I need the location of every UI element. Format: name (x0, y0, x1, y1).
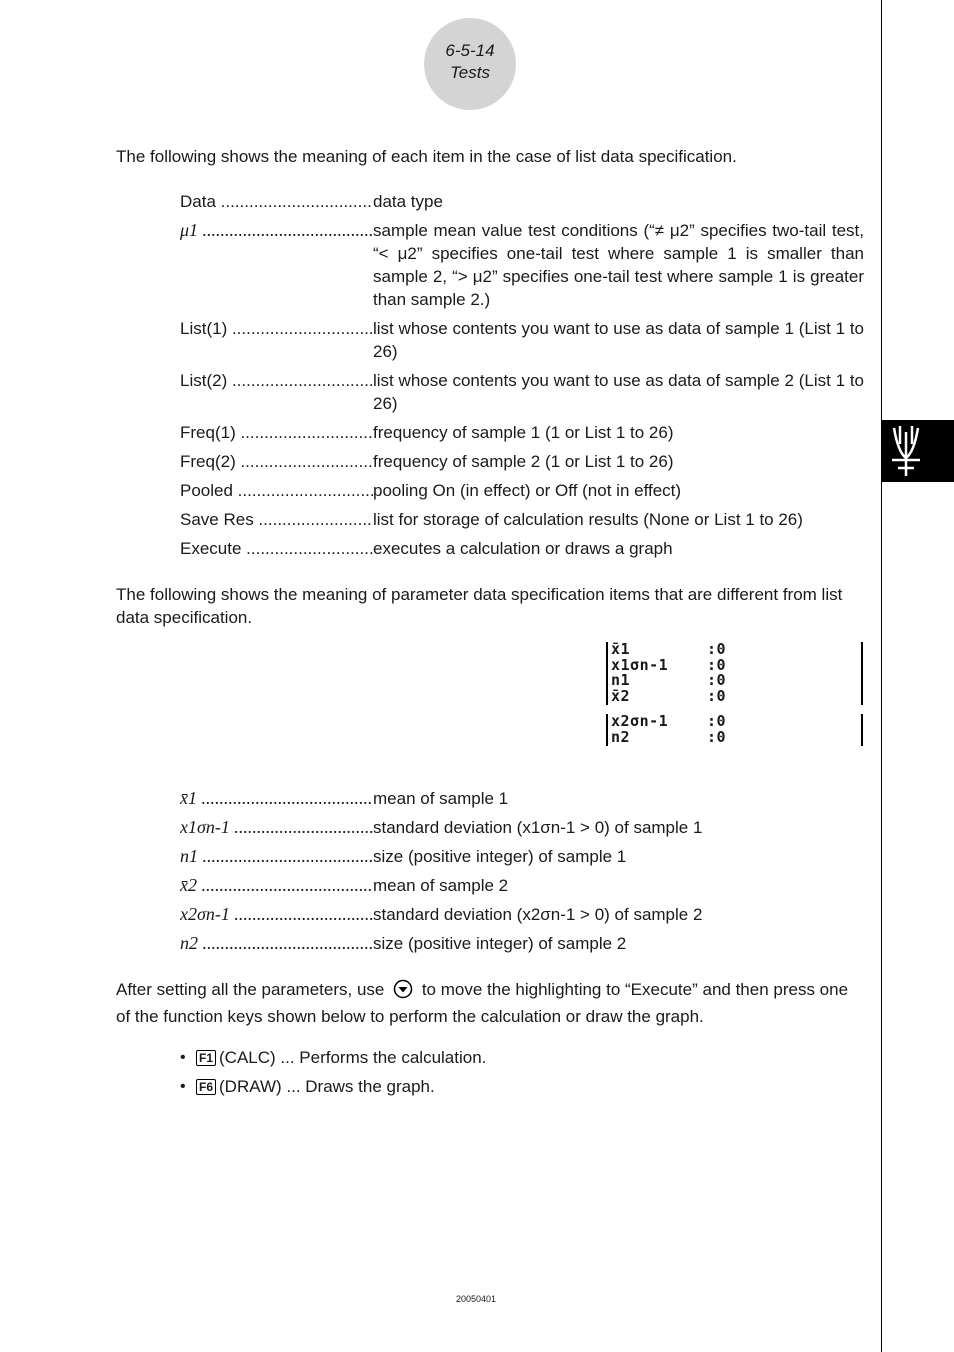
screen-label: x1σn-1 (611, 655, 669, 674)
definition-desc: list for storage of calculation results (None or List 1 to 26) (373, 510, 803, 529)
cursor-down-key-icon (393, 979, 413, 1005)
page-header-badge (424, 18, 516, 110)
page-number: 6-5-14 (445, 41, 495, 60)
definition-row (180, 932, 864, 955)
screen-value: :0 (707, 655, 727, 674)
screen-value: :0 (707, 640, 727, 658)
definition-desc: frequency of sample 1 (1 or List 1 to 26) (373, 423, 674, 442)
screen-value: :0 (707, 712, 727, 730)
definition-term: n2 ..... (180, 932, 373, 955)
definition-row (180, 903, 864, 926)
definition-desc: size (positive integer) of sample 1 (373, 847, 627, 866)
definition-row (180, 421, 864, 444)
definition-term: x̄2 ..... (180, 874, 373, 897)
definition-desc: executes a calculation or draws a graph (373, 539, 673, 558)
screen-right-border (861, 642, 863, 705)
function-key-list (180, 1046, 864, 1104)
definition-desc: frequency of sample 2 (1 or List 1 to 26) (373, 452, 674, 471)
screen-row (608, 686, 747, 705)
screen-right-border (861, 714, 863, 746)
definition-row (180, 219, 864, 311)
bullet-text: (CALC) ... Performs the calculation. (219, 1048, 487, 1067)
definition-row (180, 816, 864, 839)
definition-term: Pooled ..... (180, 479, 373, 502)
screen-block-2 (606, 714, 747, 746)
f6-key-icon: F6 (196, 1079, 216, 1095)
page-edge-rule (881, 0, 882, 1352)
definition-term: x1σn-1 ..... (180, 816, 373, 839)
screen-label: x̄2 (611, 686, 631, 705)
definition-row (180, 787, 864, 810)
definition-desc: standard deviation (x2σn-1 > 0) of sample 2 (373, 905, 703, 924)
definition-term: Data ..... (180, 190, 373, 213)
definition-term: x̄1 ..... (180, 787, 373, 810)
screen-label: x2σn-1 (611, 712, 669, 730)
definition-row (180, 369, 864, 415)
definition-desc: list whose contents you want to use as data of sample 2 (List 1 to 26) (373, 371, 864, 413)
definition-row (180, 479, 864, 502)
definition-desc: mean of sample 2 (373, 876, 509, 895)
bullet-icon: • (180, 1049, 186, 1066)
footer-code: 20050401 (455, 1294, 497, 1304)
list-item (180, 1046, 864, 1069)
definition-row (180, 537, 864, 560)
after-text-start: After setting all the parameters, use (116, 980, 385, 999)
screen-label: x̄1 (611, 640, 631, 658)
definition-term: Freq(1) ..... (180, 421, 373, 444)
statistics-graph-icon (886, 422, 926, 480)
definition-term: x2σn-1 ..... (180, 903, 373, 926)
definition-term: Freq(2) ..... (180, 450, 373, 473)
definition-term: List(1) ..... (180, 317, 373, 363)
intro-list-paragraph: The following shows the meaning of each item in the case of list data specification. (116, 147, 737, 166)
screen-row (608, 727, 747, 746)
definition-desc: data type (373, 192, 443, 211)
definition-row (180, 845, 864, 868)
definition-row (180, 508, 864, 531)
intro-param-paragraph: The following shows the meaning of parameter data specification items that are different from list data specification. (116, 585, 843, 627)
definition-term: μ1 ..... (180, 219, 373, 311)
definition-term: Execute ..... (180, 537, 373, 560)
definition-desc: size (positive integer) of sample 2 (373, 934, 627, 953)
list-item-definitions (180, 190, 864, 566)
definition-row (180, 317, 864, 363)
definition-desc: mean of sample 1 (373, 789, 509, 808)
screen-value: :0 (707, 686, 727, 705)
definition-term: Save Res ..... (180, 508, 373, 531)
f1-key-icon: F1 (196, 1050, 216, 1066)
definition-row (180, 450, 864, 473)
after-text-end: to move the highlighting to “Execute” and then press one of the function keys shown below to perform the calculation or draw the graph. (116, 980, 849, 1026)
list-item (180, 1075, 864, 1098)
definition-desc: list whose contents you want to use as data of sample 1 (List 1 to 26) (373, 319, 864, 361)
screen-value: :0 (707, 671, 727, 689)
bullet-icon: • (180, 1078, 186, 1095)
definition-term: List(2) ..... (180, 369, 373, 415)
screen-label: n1 (611, 671, 631, 689)
screen-label: n2 (611, 727, 631, 746)
calculator-screen (606, 640, 864, 750)
definition-term: n1 ..... (180, 845, 373, 868)
definition-desc: pooling On (in effect) or Off (not in effect) (373, 481, 682, 500)
definition-desc: sample mean value test conditions (“≠ μ2” specifies two-tail test, “< μ2” specifies one-tail test where sample 1 is smaller than sample 2, “> μ2” specifies one-tail test where sample 1 is greater than sample 2.) (373, 221, 864, 309)
param-item-definitions (180, 787, 864, 961)
screen-value: :0 (707, 727, 727, 746)
screen-block-1 (606, 642, 747, 705)
bullet-text: (DRAW) ... Draws the graph. (219, 1077, 435, 1096)
definition-row (180, 190, 864, 213)
after-setting-paragraph (116, 978, 864, 1028)
definition-row (180, 874, 864, 897)
definition-desc: standard deviation (x1σn-1 > 0) of sample 1 (373, 818, 703, 837)
section-title: Tests (449, 63, 490, 82)
chapter-tab (882, 420, 954, 482)
